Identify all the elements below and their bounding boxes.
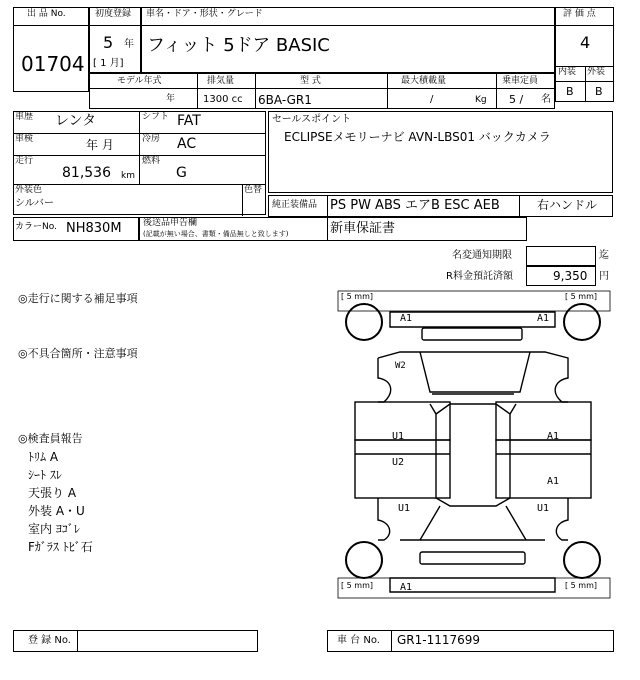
first-reg-year-unit: 年 (124, 39, 134, 50)
inspection: 年 月 (86, 138, 114, 152)
warranty: 新車保証書 (330, 221, 396, 236)
max-load: / (430, 94, 434, 105)
first-reg-year: 5 (103, 33, 114, 52)
aftermarket-label: 後送品申告欄 (143, 218, 198, 228)
overall-grade: 4 (580, 33, 591, 52)
displacement: 1300 cc (203, 94, 243, 105)
mark-right-front-door: A1 (547, 431, 560, 442)
color-no: NH830M (66, 221, 122, 236)
reg-no-label: 登 録 No. (28, 635, 71, 646)
name-change-label: 名変通知期限 (452, 250, 512, 261)
mark-left-front-door: U1 (392, 431, 405, 442)
supplement-label: ◎走行に関する補足事項 (18, 292, 138, 305)
lot-no-label: 出 品 No. (27, 9, 66, 19)
ext-color-label: 外装色 (15, 185, 43, 195)
shift-label: シフト (142, 112, 170, 122)
car-name: フィット 5ドア BASIC (147, 35, 330, 56)
ext-color: シルバー (15, 198, 55, 209)
mark-right-rear-door: A1 (547, 476, 560, 487)
inspector-line: 外装 A・U (28, 504, 85, 518)
inspector-line: ｼｰﾄ ｽﾚ (28, 468, 62, 482)
tire-front-left: [ 5 mm] (341, 292, 374, 301)
std-equip: PS PW ABS エアB ESC AEB (330, 198, 500, 213)
exterior-grade: B (595, 85, 603, 98)
color-no-label: カラーNo. (15, 222, 57, 232)
mark-rear-bumper: A1 (400, 582, 413, 593)
std-equip-label: 純正装備品 (272, 200, 318, 210)
sales-point: ECLIPSEメモリーナビ AVN-LBS01 バックカメラ (284, 130, 551, 144)
first-reg-month: [ 1 月] (93, 58, 124, 69)
car-name-label: 車名・ドア・形状・グレード (146, 9, 263, 19)
recycle-value: 9,350 (553, 269, 588, 283)
mark-front-bumper-left: A1 (400, 313, 413, 324)
inspector-line: ﾄﾘﾑ A (28, 450, 59, 464)
max-load-label: 最大積載量 (401, 76, 447, 86)
steering: 右ハンドル (537, 198, 598, 212)
inspector-line: 天張り A (28, 486, 77, 500)
capacity-unit: 名 (541, 94, 551, 105)
recycle-label: R料金預託済額 (446, 271, 513, 282)
name-change-unit: 迄 (599, 250, 609, 261)
ac: AC (177, 136, 197, 152)
model-year-unit: 年 (166, 94, 176, 104)
shift: FAT (177, 113, 201, 129)
tire-front-right: [ 5 mm] (565, 292, 598, 301)
mark-hood: W2 (395, 361, 406, 371)
defects-label: ◎不具合箇所・注意事項 (18, 347, 138, 360)
sales-point-label: セールスポイント (272, 114, 352, 125)
mark-left-quarter: U1 (398, 503, 411, 514)
history: レンタ (55, 113, 97, 129)
inspector-label: ◎検査員報告 (18, 432, 83, 445)
chassis-label: 車 台 No. (337, 635, 380, 646)
ac-label: 冷房 (142, 134, 161, 144)
model-year-label: モデル年式 (117, 76, 162, 86)
recycle-unit: 円 (599, 271, 609, 282)
inspector-line: Fｶﾞﾗｽ ﾄﾋﾞ石 (28, 540, 93, 554)
displacement-label: 排気量 (207, 76, 235, 86)
max-load-unit: Kg (475, 95, 487, 105)
color-change-label: 色替 (244, 185, 263, 195)
aftermarket-note: (記載が無い場合、書類・備品無しと致します) (143, 230, 289, 238)
grade-label: 評 価 点 (563, 9, 596, 19)
exterior-label: 外装 (587, 67, 606, 77)
fuel-label: 燃料 (142, 156, 161, 166)
interior-grade: B (566, 85, 574, 98)
first-reg-label: 初度登録 (95, 9, 132, 19)
history-label: 車歴 (15, 112, 34, 122)
mark-left-rear-door: U2 (392, 457, 405, 468)
inspector-line: 室内 ﾖｺﾞﾚ (28, 522, 80, 536)
tire-rear-right: [ 5 mm] (565, 581, 598, 590)
mileage-unit: km (121, 171, 135, 181)
model-code: 6BA-GR1 (258, 93, 312, 107)
mileage-label: 走行 (15, 156, 34, 166)
lot-no: 01704 (21, 52, 85, 76)
capacity-label: 乗車定員 (502, 76, 539, 86)
chassis-no: GR1-1117699 (397, 633, 481, 647)
fuel: G (176, 165, 187, 181)
inspection-label: 車検 (15, 134, 34, 144)
mark-front-bumper-right: A1 (537, 313, 550, 324)
capacity: 5 / (509, 93, 524, 106)
tire-rear-left: [ 5 mm] (341, 581, 374, 590)
model-label: 型 式 (300, 76, 321, 86)
interior-label: 内装 (558, 67, 577, 77)
mileage: 81,536 (62, 165, 111, 181)
mark-right-quarter: U1 (537, 503, 550, 514)
